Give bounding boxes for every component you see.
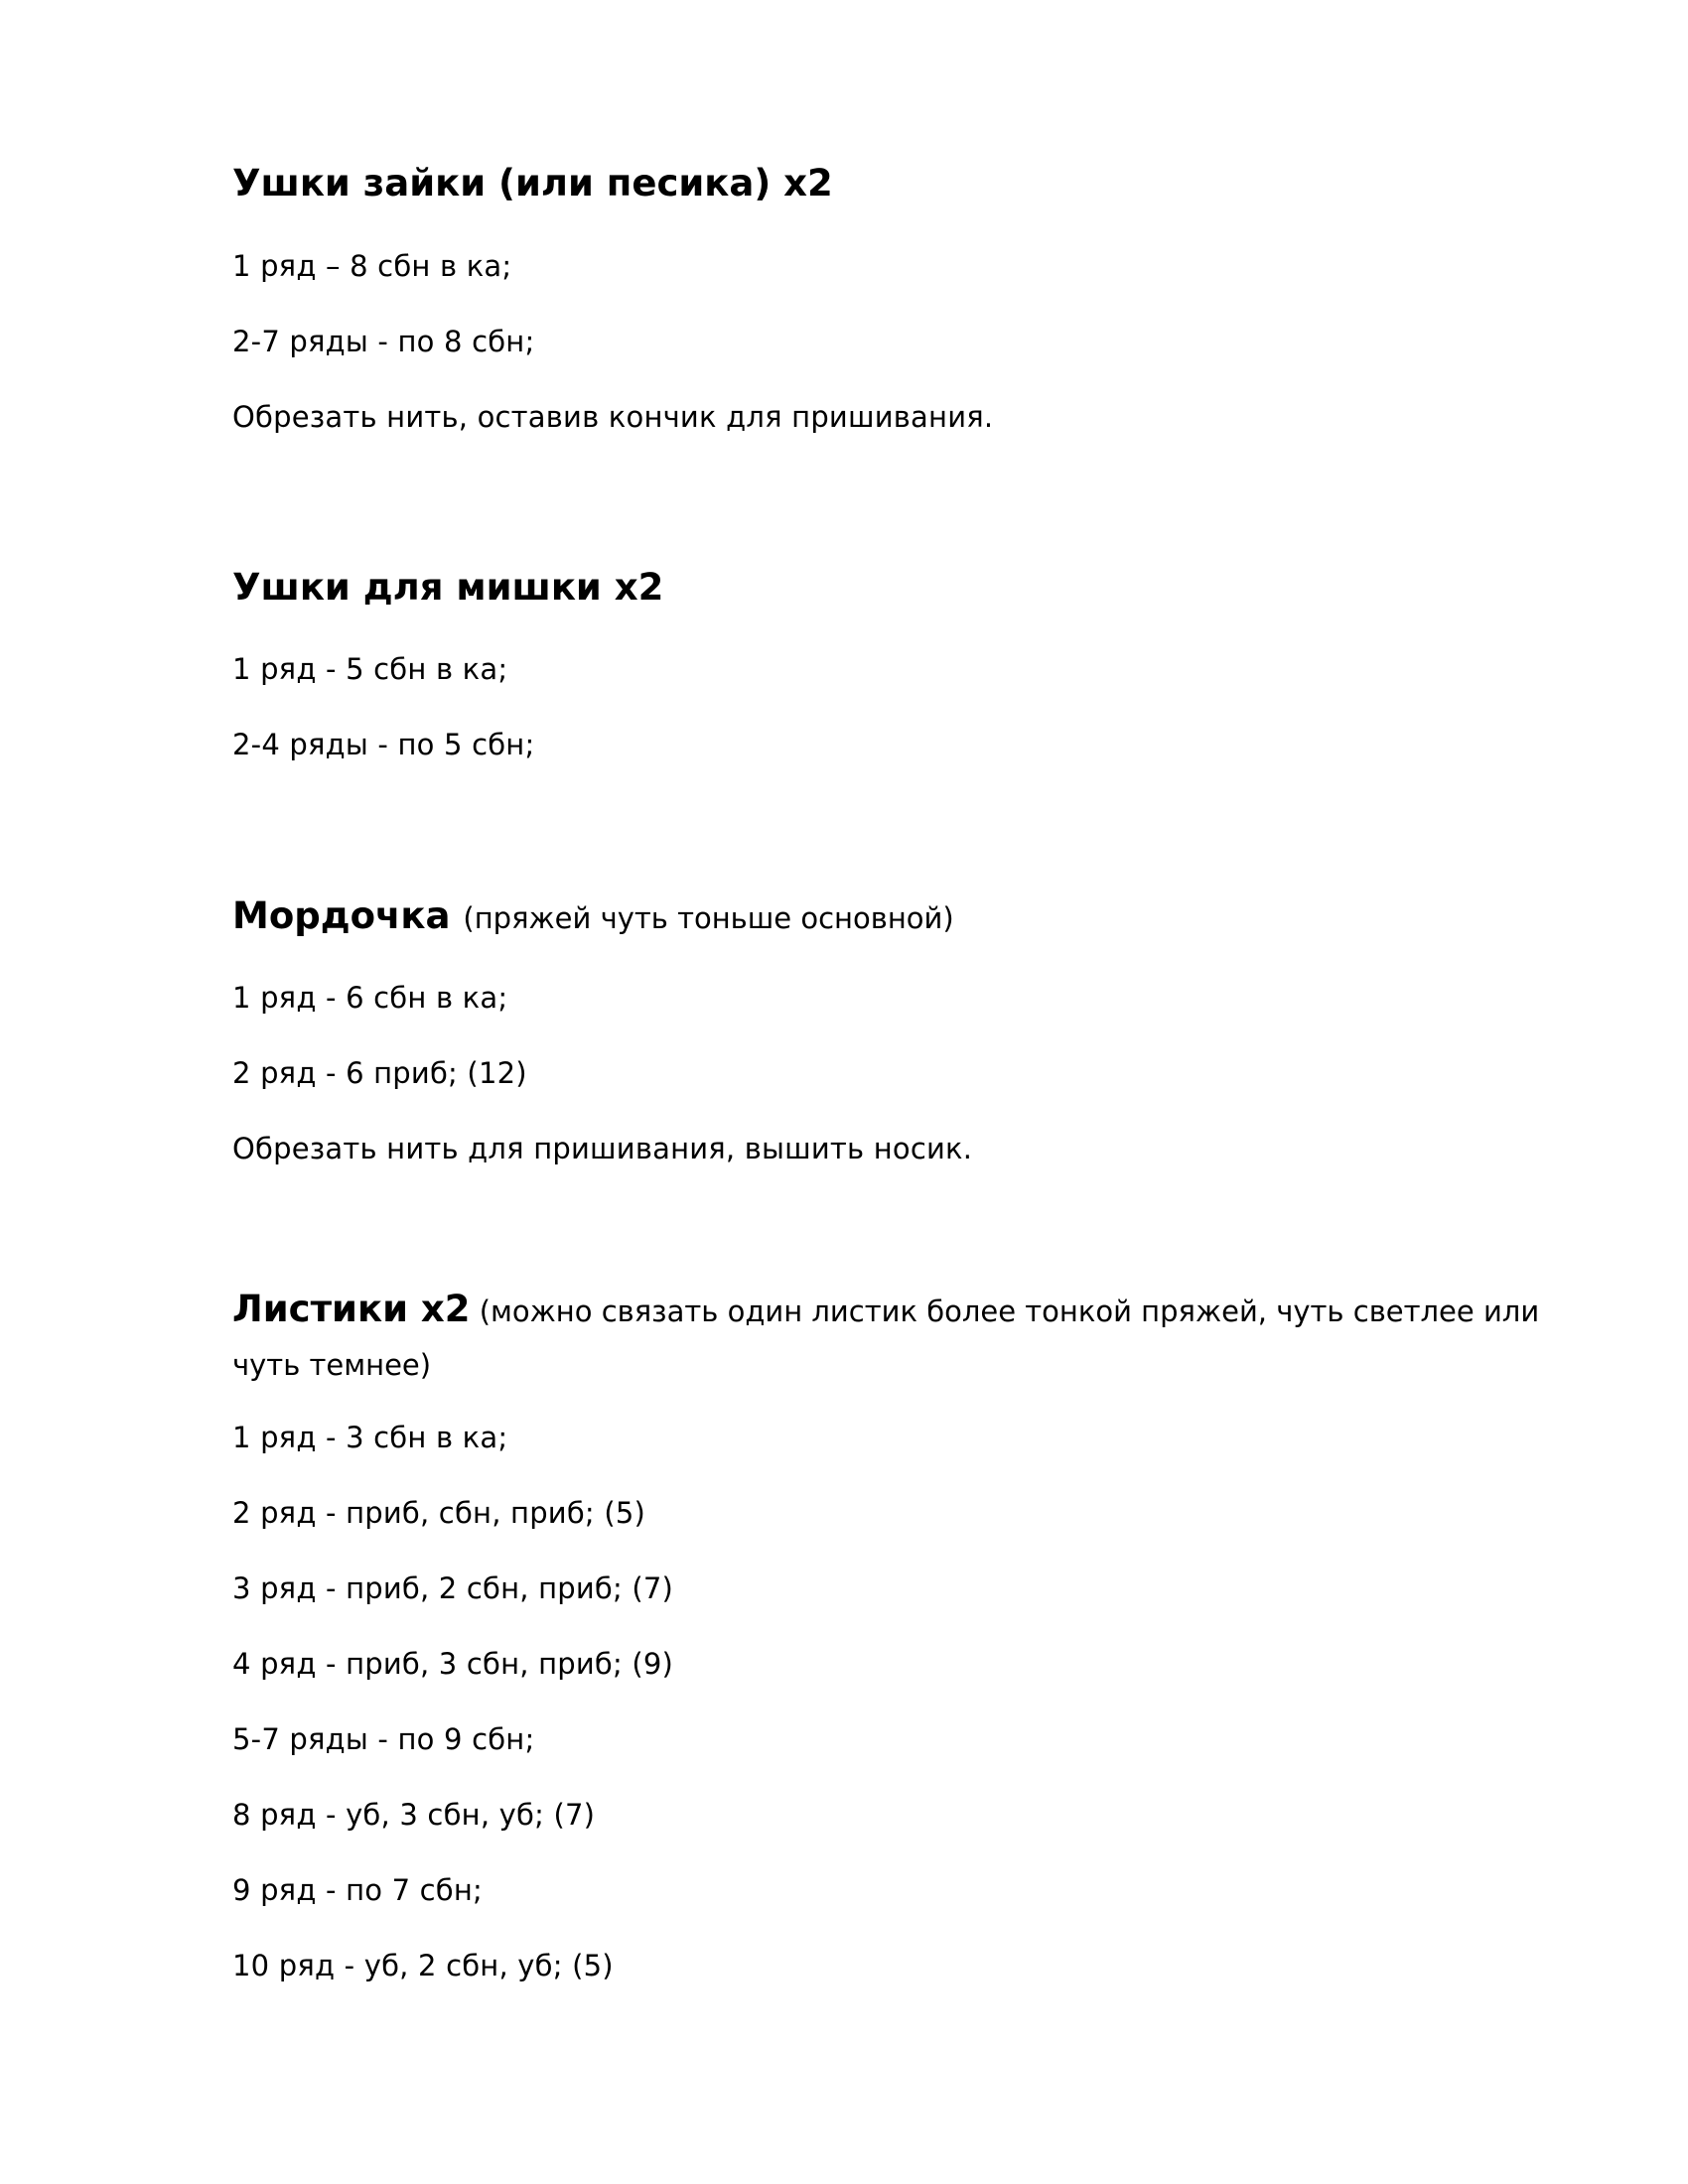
instruction-line: 2 ряд - приб, сбн, приб; (5)	[232, 1496, 646, 1530]
section-note: (можно связать один листик более тонкой пряжей, чуть светлее или чуть темнее)	[232, 1295, 1540, 1382]
instruction-line: 9 ряд - по 7 сбн;	[232, 1873, 484, 1907]
section-note: (пряжей чуть тоньше основной)	[463, 901, 954, 935]
instruction-line: 1 ряд - 6 сбн в ка;	[232, 981, 508, 1015]
instruction-line: 8 ряд - уб, 3 сбн, уб; (7)	[232, 1798, 596, 1832]
section-title-leaves	[232, 1283, 1553, 1392]
section-title-bunny-ears: Ушки зайки (или песика) х2	[232, 162, 833, 205]
instruction-line: 3 ряд - приб, 2 сбн, приб; (7)	[232, 1571, 674, 1605]
instruction-line: Обрезать нить для пришивания, вышить носик.	[232, 1132, 973, 1165]
instruction-line: 1 ряд - 5 сбн в ка;	[232, 652, 508, 686]
section-title-bear-ears: Ушки для мишки х2	[232, 566, 664, 609]
instruction-line: 2 ряд - 6 приб; (12)	[232, 1056, 527, 1090]
section-title-muzzle	[232, 893, 954, 941]
instruction-line: 4 ряд - приб, 3 сбн, приб; (9)	[232, 1647, 674, 1681]
instruction-line: 1 ряд - 3 сбн в ка;	[232, 1421, 508, 1454]
instruction-line: 2-7 ряды - по 8 сбн;	[232, 325, 535, 358]
section-title-text: Мордочка	[232, 894, 451, 937]
instruction-line: 2-4 ряды - по 5 сбн;	[232, 728, 535, 761]
section-title-text: Листики х2	[232, 1288, 471, 1330]
instruction-line: 10 ряд - уб, 2 сбн, уб; (5)	[232, 1949, 614, 1982]
instruction-line: 5-7 ряды - по 9 сбн;	[232, 1722, 535, 1756]
instruction-line: 1 ряд – 8 сбн в ка;	[232, 249, 512, 283]
instruction-line: Обрезать нить, оставив кончик для пришивания.	[232, 400, 994, 434]
